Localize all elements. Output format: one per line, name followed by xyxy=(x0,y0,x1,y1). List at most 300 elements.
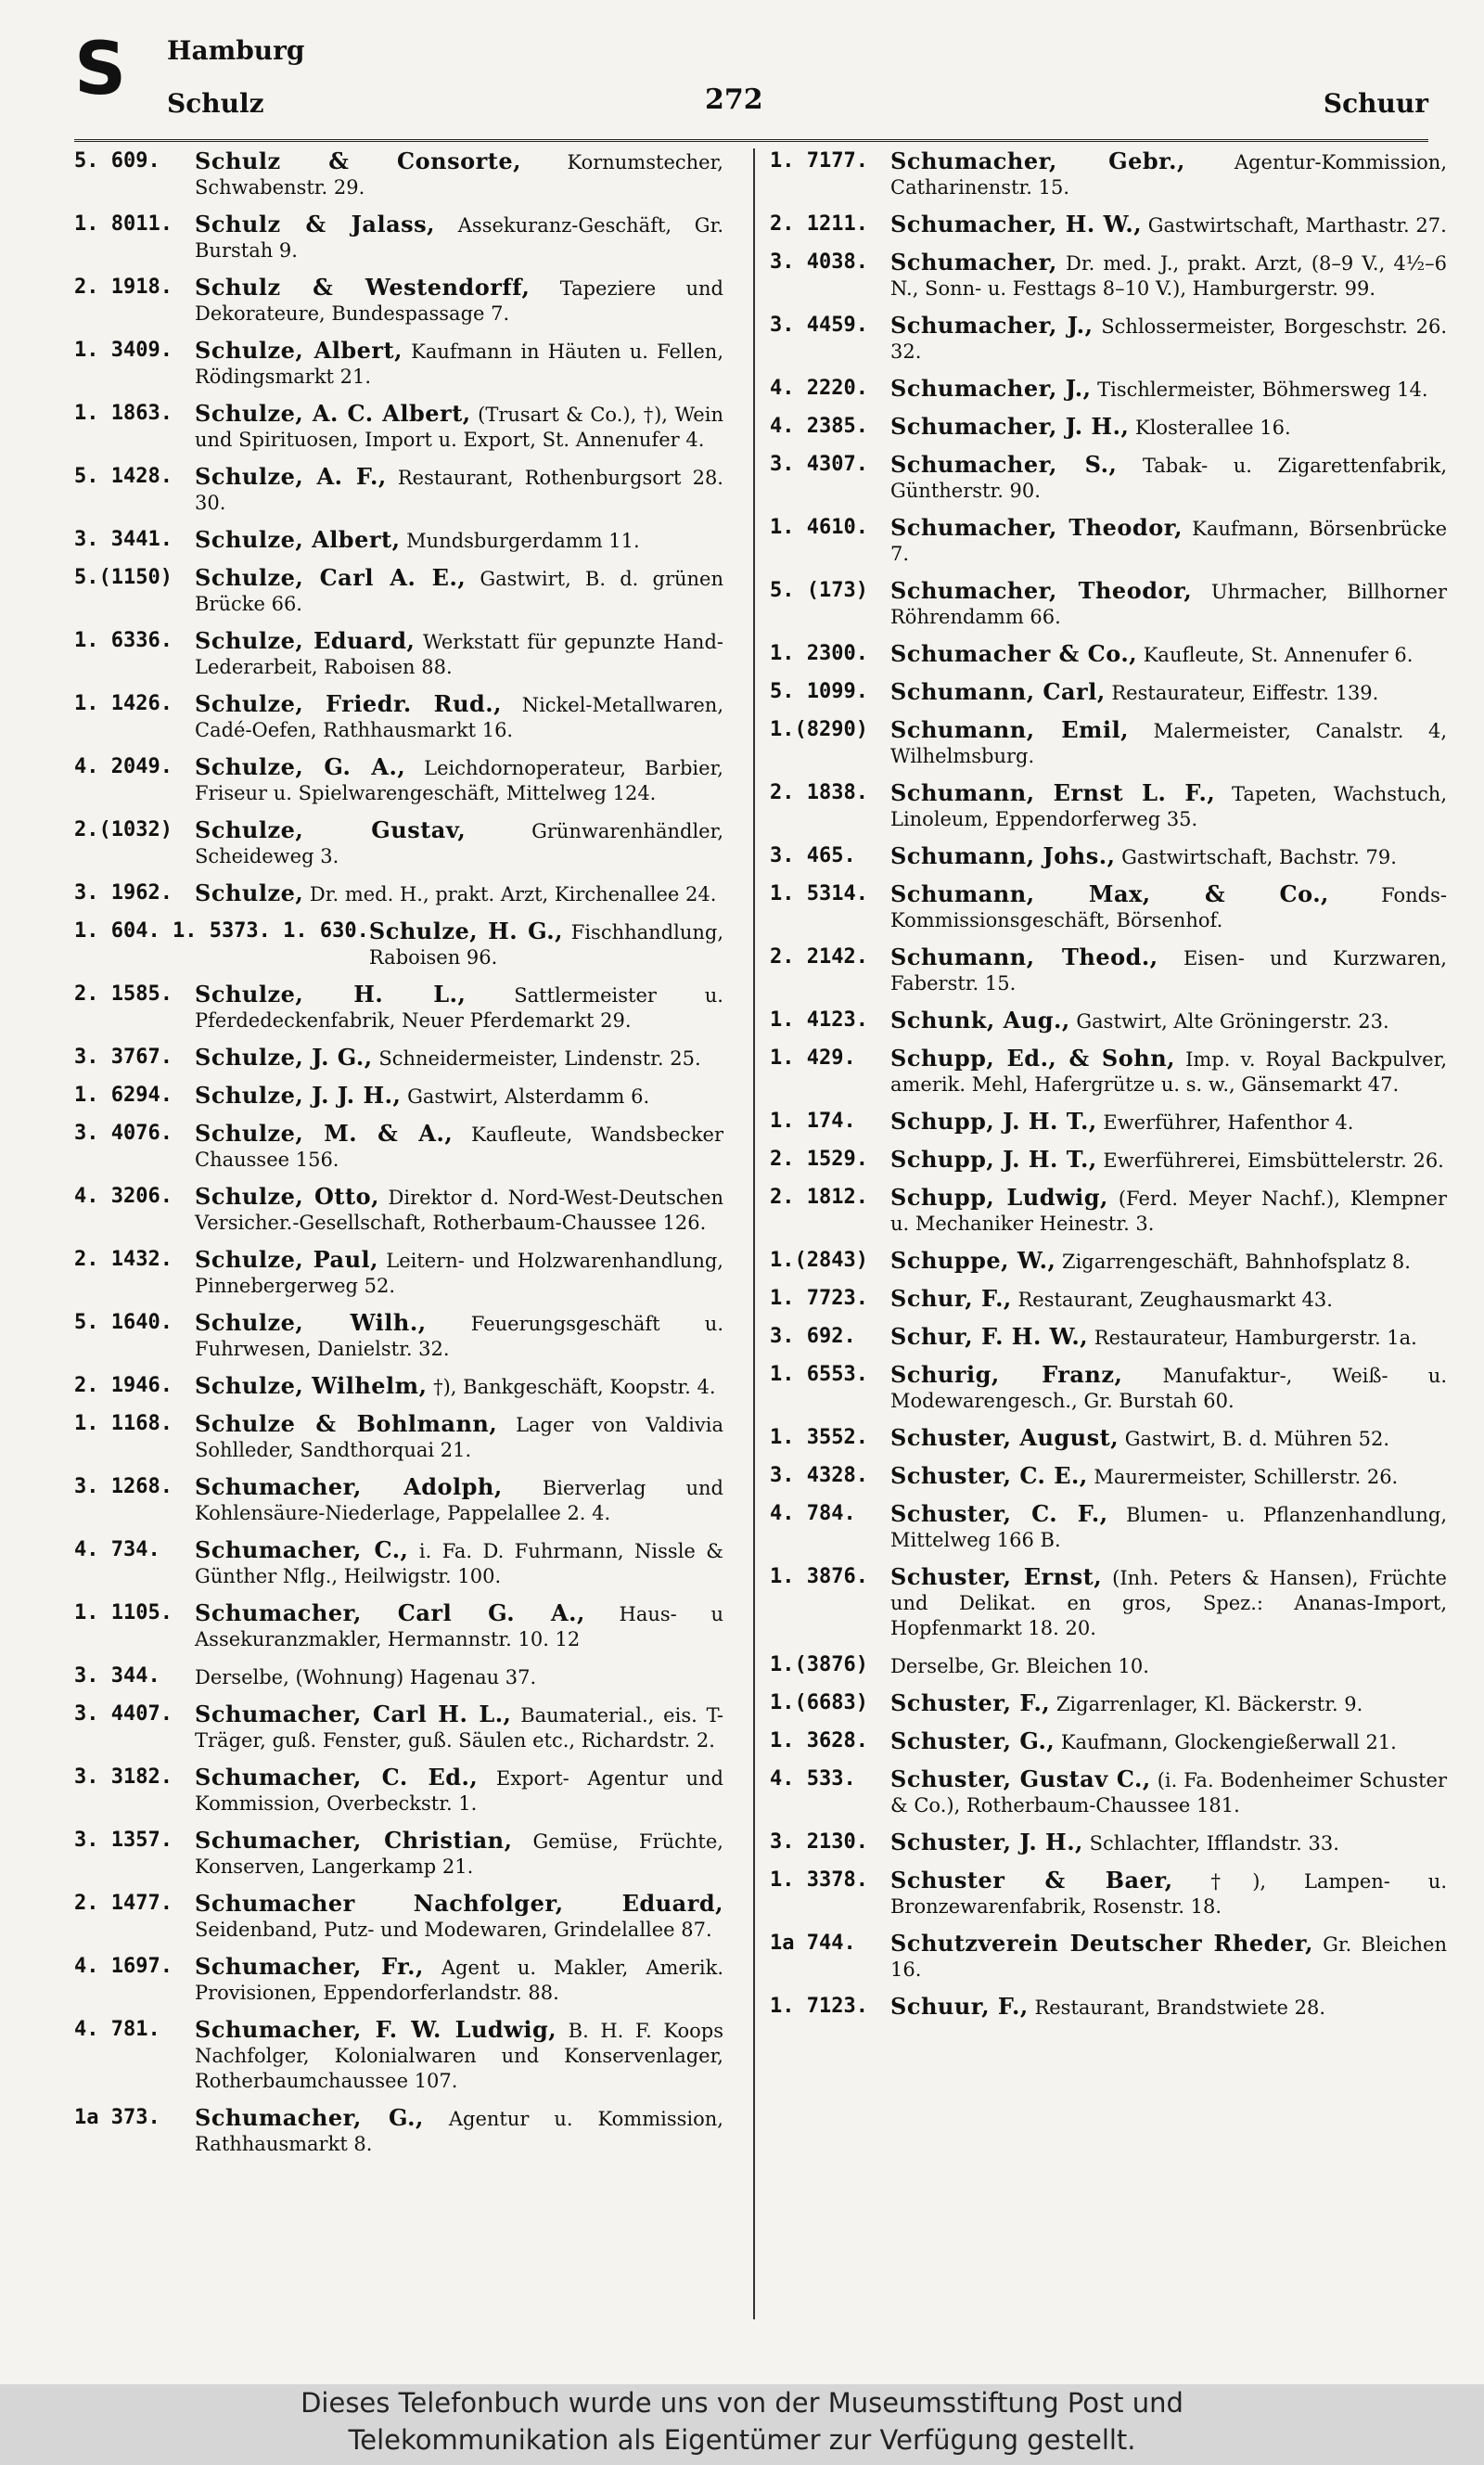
phone-number: 1. 4610. xyxy=(770,516,868,539)
directory-entry xyxy=(74,880,723,907)
directory-entry xyxy=(74,1474,723,1526)
directory-entry xyxy=(74,628,723,680)
phone-number: 2. 1211. xyxy=(770,212,868,236)
entry-body xyxy=(195,338,723,390)
subscriber-name: Schuster, J. H., xyxy=(890,1829,1083,1855)
directory-entry xyxy=(770,250,1447,302)
phone-number: 2. 2142. xyxy=(770,945,868,969)
subscriber-details: Seidenband, Putz- und Modewaren, Grindelallee 87. xyxy=(195,1919,712,1941)
phone-number: 3. 344. xyxy=(74,1664,160,1688)
phone-number: 1. 1863. xyxy=(74,402,173,425)
footer-line-2: Telekommunikation als Eigentümer zur Verfügung gestellt. xyxy=(348,2424,1136,2456)
entry-body xyxy=(890,1564,1447,1641)
directory-entry xyxy=(74,1663,723,1690)
phone-number: 3. 2130. xyxy=(770,1830,868,1854)
subscriber-name: Schulze & Bohlmann, xyxy=(195,1410,498,1437)
first-entry-word: Schulz xyxy=(167,88,264,119)
page-number: 272 xyxy=(705,83,763,116)
subscriber-details: Haus- u Assekuranzmakler, Hermannstr. 10. 12 xyxy=(195,1603,723,1650)
subscriber-details: Restaurant, Rothenburgsort 28. 30. xyxy=(195,467,723,514)
entry-body xyxy=(195,1310,723,1362)
entry-body xyxy=(195,401,723,453)
entry-body xyxy=(195,1411,723,1463)
subscriber-details: B. H. F. Koops Nachfolger, Kolonialwaren und Konservenlager, Rotherbaumchaussee 107. xyxy=(195,2020,723,2092)
directory-entry xyxy=(74,1045,723,1072)
phone-number: 1. 5314. xyxy=(770,882,868,905)
subscriber-name: Schulz & Westendorff, xyxy=(195,274,531,301)
entry-body xyxy=(195,1537,723,1589)
phone-number: 1.(2843) xyxy=(770,1249,868,1272)
phone-number: 4. 734. xyxy=(74,1538,160,1561)
entry-body xyxy=(890,1362,1447,1414)
last-entry-word: Schuur xyxy=(1323,88,1428,119)
phone-number: 2. 1432. xyxy=(74,1248,173,1271)
directory-entry xyxy=(74,691,723,743)
phone-number: 3. 3182. xyxy=(74,1765,173,1789)
subscriber-name: Schuster, C. F., xyxy=(890,1500,1108,1527)
entry-body xyxy=(195,1045,723,1072)
phone-number: 1. 4123. xyxy=(770,1008,868,1032)
subscriber-name: Schumacher, C., xyxy=(195,1536,409,1563)
phone-number: 5. 1099. xyxy=(770,680,868,703)
directory-entry xyxy=(770,944,1447,996)
entry-body xyxy=(890,1501,1447,1553)
subscriber-details: Eisen- und Kurzwaren, Faberstr. 15. xyxy=(890,947,1447,995)
phone-number: 3. 3441. xyxy=(74,528,173,551)
entry-body xyxy=(890,313,1447,365)
entry-body xyxy=(890,148,1447,200)
entry-body xyxy=(195,1121,723,1173)
subscriber-details: Kaufmann, Glockengießerwall 21. xyxy=(1060,1731,1397,1753)
footer-line-1: Dieses Telefonbuch wurde uns von der Museumsstiftung Post und xyxy=(301,2387,1183,2419)
subscriber-details: Restaurant, Zeughausmarkt 43. xyxy=(1017,1289,1333,1311)
subscriber-details: Agent u. Makler, Amerik. Provisionen, Eppendorferlandstr. 88. xyxy=(195,1957,724,2004)
phone-number: 1. 3552. xyxy=(770,1426,868,1449)
directory-entry xyxy=(770,843,1447,870)
phone-number: 5. 1428. xyxy=(74,465,173,488)
phone-number: 1. 3876. xyxy=(770,1565,868,1588)
directory-entry xyxy=(770,578,1447,630)
subscriber-details: Gr. Bleichen 16. xyxy=(890,1933,1447,1981)
entry-body xyxy=(890,414,1447,441)
entry-body xyxy=(890,717,1447,769)
phone-number: 4. 2220. xyxy=(770,377,868,400)
subscriber-name: Schumacher, F. W. Ludwig, xyxy=(195,2016,557,2043)
subscriber-details: Kaufleute, St. Annenufer 6. xyxy=(1143,644,1414,666)
phone-number: 2. 1529. xyxy=(770,1148,868,1171)
subscriber-name: Schupp, J. H. T., xyxy=(890,1146,1097,1173)
subscriber-details: Kornumstecher, Schwabenstr. 29. xyxy=(195,151,723,199)
phone-number: 2. 1477. xyxy=(74,1892,173,1915)
phone-number: 1. 604. 1. 5373. 1. 630. xyxy=(74,919,369,943)
subscriber-details: Blumen- u. Pflanzenhandlung, Mittelweg 166 B. xyxy=(890,1504,1447,1551)
subscriber-details: †), Lampen- u. Bronzewarenfabrik, Rosenstr. 18. xyxy=(890,1870,1447,1918)
subscriber-details: Leitern- und Holzwarenhandlung, Pinnebergerweg 52. xyxy=(195,1250,723,1297)
directory-entry xyxy=(770,1501,1447,1553)
subscriber-details: Restaurant, Brandstwiete 28. xyxy=(1034,1996,1326,2019)
subscriber-details: Ewerführer, Hafenthor 4. xyxy=(1103,1111,1354,1134)
entry-body xyxy=(890,212,1447,238)
phone-number: 1. 1168. xyxy=(74,1412,173,1435)
subscriber-name: Schumann, Emil, xyxy=(890,716,1130,743)
phone-number: 1. 1105. xyxy=(74,1601,173,1624)
entry-body xyxy=(890,843,1447,870)
subscriber-name: Schur, F., xyxy=(890,1285,1012,1312)
subscriber-details: Kaufleute, Wandsbecker Chaussee 156. xyxy=(195,1123,724,1171)
subscriber-details: Export- Agentur und Kommission, Overbeckstr. 1. xyxy=(195,1767,723,1815)
directory-entry xyxy=(770,1868,1447,1919)
phone-number: 1. 3409. xyxy=(74,339,173,362)
subscriber-name: Schulze, A. C. Albert, xyxy=(195,400,471,427)
entry-body xyxy=(890,1286,1447,1313)
entry-body xyxy=(195,1663,723,1690)
subscriber-details: Fonds-Kommissionsgeschäft, Börsenhof. xyxy=(890,884,1447,931)
subscriber-details: Lager von Valdivia Sohlleder, Sandthorquai 21. xyxy=(195,1414,723,1461)
directory-entry xyxy=(770,1248,1447,1275)
subscriber-details: Imp. v. Royal Backpulver, amerik. Mehl, Hafergrütze u. s. w., Gänsemarkt 47. xyxy=(890,1048,1447,1096)
entry-body xyxy=(195,148,723,200)
subscriber-name: Schumacher, Adolph, xyxy=(195,1473,503,1500)
subscriber-name: Schuster, Gustav C., xyxy=(890,1765,1151,1792)
subscriber-name: Schulze, J. J. H., xyxy=(195,1082,402,1109)
subscriber-name: Schumacher, C. Ed., xyxy=(195,1764,479,1791)
phone-number: 1. 7123. xyxy=(770,1995,868,2018)
directory-entry xyxy=(770,1690,1447,1717)
subscriber-details: Gastwirt, B. d. grünen Brücke 66. xyxy=(195,568,723,615)
subscriber-details: Bierverlag und Kohlensäure-Niederlage, Pappelallee 2. 4. xyxy=(195,1477,723,1524)
entry-body xyxy=(890,944,1447,996)
directory-entry xyxy=(74,1954,723,2006)
directory-entry xyxy=(770,1931,1447,1983)
directory-entry xyxy=(74,401,723,453)
phone-number: 3. 4307. xyxy=(770,453,868,476)
subscriber-name: Schumacher, Christian, xyxy=(195,1827,513,1854)
directory-entry xyxy=(770,1147,1447,1174)
subscriber-name: Schulze, xyxy=(195,879,304,906)
entry-body xyxy=(890,1463,1447,1490)
subscriber-name: Schulze, G. A., xyxy=(195,753,406,780)
directory-entry xyxy=(74,1373,723,1400)
subscriber-name: Schumacher, J., xyxy=(890,312,1094,339)
entry-body xyxy=(195,817,723,869)
subscriber-name: Schumacher, H. W., xyxy=(890,211,1143,238)
subscriber-details: Mundsburgerdamm 11. xyxy=(406,530,640,552)
subscriber-details: Malermeister, Canalstr. 4, Wilhelmsburg. xyxy=(890,720,1447,767)
subscriber-name: Schulze, Gustav, xyxy=(195,816,467,843)
subscriber-details: Assekuranz-Geschäft, Gr. Burstah 9. xyxy=(195,214,723,262)
subscriber-name: Schuur, F., xyxy=(890,1993,1029,2020)
entry-body xyxy=(195,212,723,263)
footer-notice xyxy=(0,2384,1484,2465)
page-header xyxy=(74,28,1428,130)
entry-body xyxy=(890,1728,1447,1755)
directory-entry xyxy=(770,414,1447,441)
directory-entry xyxy=(74,1310,723,1362)
subscriber-name: Schupp, Ludwig, xyxy=(890,1184,1108,1211)
subscriber-name: Schuster, G., xyxy=(890,1727,1055,1754)
entry-body xyxy=(369,918,723,970)
phone-number: 2.(1032) xyxy=(74,818,173,841)
entry-body xyxy=(890,578,1447,630)
subscriber-details: Nickel-Metallwaren, Cadé-Oefen, Rathhausmarkt 16. xyxy=(195,694,723,741)
entry-body xyxy=(195,1083,723,1110)
directory-entry xyxy=(74,1765,723,1817)
directory-entry xyxy=(74,527,723,554)
subscriber-name: Schur, F. H. W., xyxy=(890,1323,1089,1350)
subscriber-name: Schulz & Jalass, xyxy=(195,211,436,238)
phone-number: 3. 4459. xyxy=(770,314,868,337)
entry-body xyxy=(890,881,1447,933)
directory-entry xyxy=(74,754,723,806)
directory-entry xyxy=(770,1463,1447,1490)
phone-number: 1. 7177. xyxy=(770,149,868,173)
subscriber-details: Restaurateur, Eiffestr. 139. xyxy=(1111,682,1379,704)
phone-number: 4. 1697. xyxy=(74,1955,173,1978)
subscriber-name: Schulze, Carl A. E., xyxy=(195,564,467,591)
directory-entry xyxy=(770,452,1447,504)
entry-body xyxy=(195,1765,723,1817)
subscriber-name: Schutzverein Deutscher Rheder, xyxy=(890,1930,1313,1957)
phone-number: 1. 1426. xyxy=(74,692,173,715)
directory-entry xyxy=(74,817,723,869)
entry-body xyxy=(890,1931,1447,1983)
entry-body xyxy=(890,1652,1447,1679)
subscriber-details: Zigarrengeschäft, Bahnhofsplatz 8. xyxy=(1062,1251,1411,1273)
directory-entry xyxy=(770,1185,1447,1237)
subscriber-name: Schulze, M. & A., xyxy=(195,1120,454,1147)
directory-entry xyxy=(770,1829,1447,1856)
subscriber-details: Uhrmacher, Billhorner Röhrendamm 66. xyxy=(890,581,1447,628)
directory-entry xyxy=(770,1008,1447,1034)
phone-number: 5. 609. xyxy=(74,149,160,173)
subscriber-details: Derselbe, (Wohnung) Hagenau 37. xyxy=(195,1666,537,1688)
directory-entry xyxy=(74,1537,723,1589)
subscriber-name: Schumacher, Carl G. A., xyxy=(195,1599,585,1626)
directory-entry xyxy=(770,1425,1447,1452)
directory-entry xyxy=(770,641,1447,668)
directory-entry xyxy=(770,1046,1447,1098)
subscriber-name: Schurig, Franz, xyxy=(890,1361,1123,1388)
phone-number: 5. (173) xyxy=(770,579,868,602)
subscriber-name: Schuster, Ernst, xyxy=(890,1563,1103,1590)
subscriber-details: Fischhandlung, Raboisen 96. xyxy=(368,921,723,969)
header-rule xyxy=(74,139,1428,142)
left-column xyxy=(74,148,723,2168)
phone-number: 1.(8290) xyxy=(770,718,868,741)
subscriber-details: Grünwarenhändler, Scheideweg 3. xyxy=(195,820,723,867)
entry-body xyxy=(195,464,723,516)
subscriber-name: Schumacher, xyxy=(890,249,1057,276)
phone-number: 1. 6336. xyxy=(74,629,173,652)
phone-number: 1a 744. xyxy=(770,1932,856,1955)
subscriber-details: Tabak- u. Zigarettenfabrik, Güntherstr. 90. xyxy=(890,455,1447,502)
entry-body xyxy=(890,1147,1447,1174)
subscriber-name: Schulze, H. L., xyxy=(195,981,467,1008)
phone-number: 4. 533. xyxy=(770,1767,856,1791)
entry-body xyxy=(195,1184,723,1236)
phone-number: 3. 1268. xyxy=(74,1475,173,1498)
subscriber-name: Schulze, Albert, xyxy=(195,337,403,364)
entry-body xyxy=(195,982,723,1034)
entry-body xyxy=(890,1109,1447,1136)
subscriber-details: Tapeziere und Dekorateure, Bundespassage 7. xyxy=(195,277,723,325)
directory-entry xyxy=(74,918,723,970)
subscriber-details: Derselbe, Gr. Bleichen 10. xyxy=(890,1655,1149,1677)
directory-entry xyxy=(770,212,1447,238)
subscriber-details: Gastwirt, B. d. Mühren 52. xyxy=(1124,1428,1389,1450)
directory-entry xyxy=(74,1083,723,1110)
directory-entry xyxy=(770,1286,1447,1313)
directory-entry xyxy=(74,1600,723,1652)
phone-number: 1. 3378. xyxy=(770,1868,868,1892)
subscriber-name: Schulze, Wilhelm, xyxy=(195,1372,428,1399)
phone-number: 2. 1812. xyxy=(770,1186,868,1209)
subscriber-name: Schuster, C. E., xyxy=(890,1462,1088,1489)
directory-entry xyxy=(770,717,1447,769)
entry-body xyxy=(195,1600,723,1652)
phone-number: 3. 1357. xyxy=(74,1829,173,1852)
directory-entry xyxy=(770,1564,1447,1641)
subscriber-details: Tapeten, Wachstuch, Linoleum, Eppendorferweg 35. xyxy=(890,783,1447,830)
subscriber-name: Schumann, Max, & Co., xyxy=(890,880,1329,907)
subscriber-details: Manufaktur-, Weiß- u. Modewarengesch., Gr. Burstah 60. xyxy=(890,1365,1447,1412)
directory-entry xyxy=(770,780,1447,832)
subscriber-details: Maurermeister, Schillerstr. 26. xyxy=(1094,1466,1399,1488)
phone-number: 3. 4328. xyxy=(770,1464,868,1487)
subscriber-details: Gastwirtschaft, Marthastr. 27. xyxy=(1147,214,1447,237)
entry-body xyxy=(890,1766,1447,1818)
phone-number: 4. 781. xyxy=(74,2018,160,2041)
entry-body xyxy=(890,452,1447,504)
subscriber-details: Gastwirt, Alte Gröningerstr. 23. xyxy=(1076,1010,1389,1033)
entry-body xyxy=(890,1868,1447,1919)
phone-number: 4. 784. xyxy=(770,1502,856,1525)
directory-entry xyxy=(770,1766,1447,1818)
subscriber-details: (Inh. Peters & Hansen), Früchte und Delikat. en gros, Spez.: Ananas-Import, Hopfenmarkt 18. 20. xyxy=(890,1567,1447,1639)
subscriber-name: Schulze, Otto, xyxy=(195,1183,379,1210)
directory-entry xyxy=(74,1891,723,1943)
phone-number: 2. 1918. xyxy=(74,276,173,299)
phone-number: 1a 373. xyxy=(74,2106,160,2129)
directory-entry xyxy=(74,464,723,516)
subscriber-details: Schneidermeister, Lindenstr. 25. xyxy=(378,1047,701,1070)
subscriber-details: Baumaterial., eis. T-Träger, guß. Fenster, guß. Säulen etc., Richardstr. 2. xyxy=(195,1704,723,1752)
phone-number: 3. 692. xyxy=(770,1325,856,1348)
entry-body xyxy=(195,754,723,806)
directory-entry xyxy=(74,1121,723,1173)
subscriber-details: Kaufmann in Häuten u. Fellen, Rödingsmarkt 21. xyxy=(195,340,723,388)
entry-body xyxy=(195,2105,723,2157)
phone-number: 3. 4407. xyxy=(74,1702,173,1726)
subscriber-name: Schulze, Friedr. Rud., xyxy=(195,690,503,717)
subscriber-details: Feuerungsgeschäft u. Fuhrwesen, Danielstr. 32. xyxy=(195,1313,724,1360)
directory-entry xyxy=(770,881,1447,933)
subscriber-name: Schumacher Nachfolger, Eduard, xyxy=(195,1890,723,1917)
phone-number: 4. 3206. xyxy=(74,1185,173,1208)
directory-entry xyxy=(74,275,723,327)
subscriber-name: Schumacher, Gebr., xyxy=(890,148,1185,174)
city-name: Hamburg xyxy=(167,35,305,66)
subscriber-details: (Trusart & Co.), †), Wein und Spirituosen, Import u. Export, St. Annenufer 4. xyxy=(195,404,723,451)
subscriber-name: Schulze, Eduard, xyxy=(195,627,416,654)
subscriber-name: Schulze, J. G., xyxy=(195,1044,373,1071)
entry-body xyxy=(890,1185,1447,1237)
directory-entry xyxy=(74,148,723,200)
subscriber-details: Zigarrenlager, Kl. Bäckerstr. 9. xyxy=(1055,1693,1363,1715)
phone-number: 5.(1150) xyxy=(74,566,173,589)
subscriber-details: (i. Fa. Bodenheimer Schuster & Co.), Rotherbaum-Chaussee 181. xyxy=(890,1769,1447,1817)
subscriber-name: Schulze, Paul, xyxy=(195,1246,379,1273)
subscriber-name: Schulze, A. F., xyxy=(195,463,387,490)
entry-body xyxy=(195,1247,723,1299)
column-divider xyxy=(753,148,755,2319)
subscriber-name: Schumann, Johs., xyxy=(890,842,1116,869)
subscriber-details: Leichdornoperateur, Barbier, Friseur u. Spielwarengeschäft, Mittelweg 124. xyxy=(195,757,723,804)
directory-entry xyxy=(770,148,1447,200)
directory-entry xyxy=(74,565,723,617)
subscriber-details: Sattlermeister u. Pferdedeckenfabrik, Neuer Pferdemarkt 29. xyxy=(195,984,723,1032)
entry-body xyxy=(890,1248,1447,1275)
phone-number: 5. 1640. xyxy=(74,1311,173,1334)
subscriber-details: †), Bankgeschäft, Koopstr. 4. xyxy=(433,1376,716,1398)
entry-body xyxy=(890,1324,1447,1351)
subscriber-name: Schumacher & Co., xyxy=(890,640,1138,667)
directory-entry xyxy=(770,1728,1447,1755)
subscriber-details: Gastwirt, Alsterdamm 6. xyxy=(407,1085,650,1108)
entry-body xyxy=(195,527,723,554)
entry-body xyxy=(890,1008,1447,1034)
entry-body xyxy=(195,1373,723,1400)
subscriber-name: Schumann, Carl, xyxy=(890,678,1106,705)
subscriber-name: Schumacher, G., xyxy=(195,2104,424,2131)
section-letter: S xyxy=(74,28,127,111)
directory-entry xyxy=(770,1652,1447,1679)
phone-number: 3. 465. xyxy=(770,844,856,867)
subscriber-details: Gemüse, Früchte, Konserven, Langerkamp 21. xyxy=(195,1830,723,1878)
directory-entry xyxy=(770,679,1447,706)
phone-number: 1. 7723. xyxy=(770,1287,868,1310)
subscriber-details: Schlossermeister, Borgeschstr. 26. 32. xyxy=(890,315,1447,363)
subscriber-name: Schuppe, W., xyxy=(890,1247,1056,1274)
subscriber-name: Schuster, August, xyxy=(890,1424,1119,1451)
subscriber-name: Schumacher, Theodor, xyxy=(890,514,1183,541)
subscriber-details: Restaurateur, Hamburgerstr. 1a. xyxy=(1094,1327,1417,1349)
subscriber-name: Schunk, Aug., xyxy=(890,1007,1070,1034)
entry-body xyxy=(195,565,723,617)
subscriber-details: Gastwirtschaft, Bachstr. 79. xyxy=(1121,846,1397,868)
phone-number: 2. 1585. xyxy=(74,982,173,1006)
directory-entry xyxy=(74,1247,723,1299)
directory-entry xyxy=(770,1994,1447,2021)
directory-entry xyxy=(770,1324,1447,1351)
phone-number: 4. 2385. xyxy=(770,415,868,438)
entry-body xyxy=(890,1994,1447,2021)
phone-number: 1.(3876) xyxy=(770,1653,868,1676)
phone-number: 1. 6553. xyxy=(770,1363,868,1386)
entry-body xyxy=(890,1690,1447,1717)
directory-entry xyxy=(74,1184,723,1236)
entry-body xyxy=(195,880,723,907)
directory-entry xyxy=(770,376,1447,403)
subscriber-details: Agentur u. Kommission, Rathhausmarkt 8. xyxy=(195,2108,723,2155)
subscriber-name: Schupp, Ed., & Sohn, xyxy=(890,1045,1176,1072)
phone-number: 2. 1946. xyxy=(74,1374,173,1397)
subscriber-details: Schlachter, Ifflandstr. 33. xyxy=(1089,1832,1339,1855)
subscriber-name: Schulze, H. G., xyxy=(368,918,563,944)
directory-entry xyxy=(74,338,723,390)
phone-number: 1. 6294. xyxy=(74,1084,173,1107)
subscriber-name: Schumacher, Fr., xyxy=(195,1953,424,1980)
